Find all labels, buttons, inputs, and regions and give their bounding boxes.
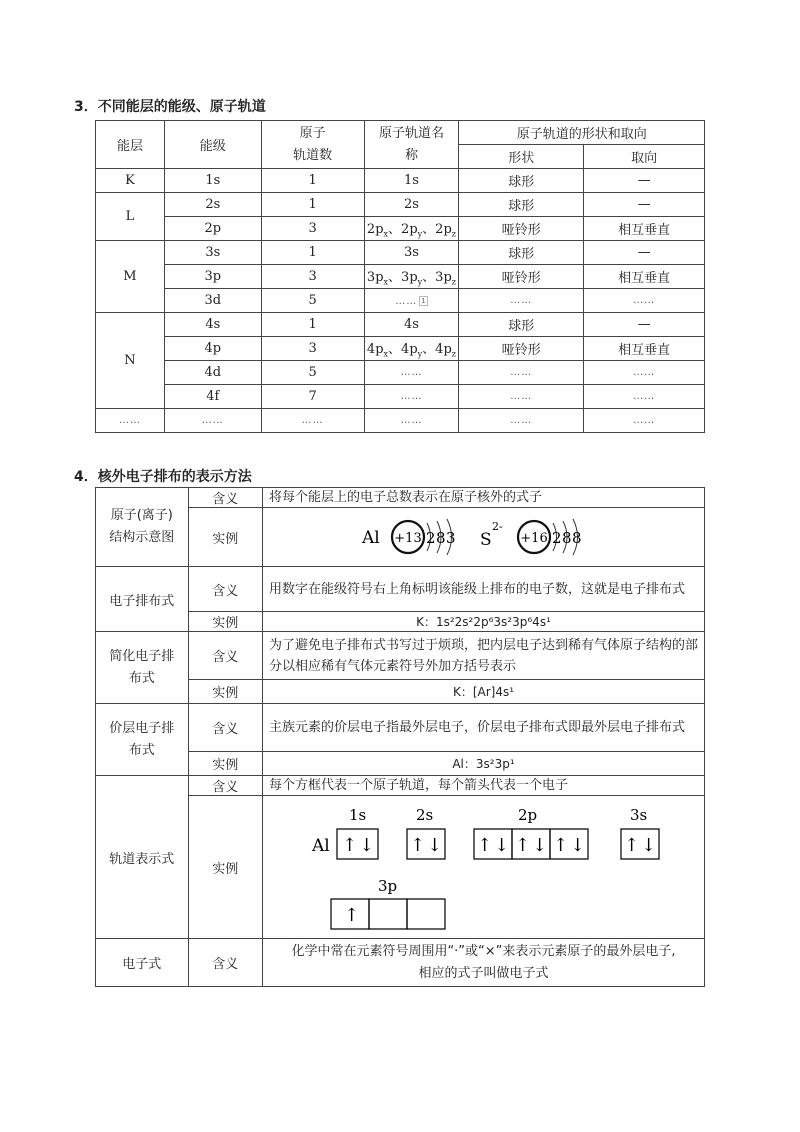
al-nucleus-charge: +13	[393, 531, 422, 546]
atom-structure-diagrams	[264, 508, 704, 562]
lewis-meaning-line-1: 化学中常在元素符号周围用“·”或“×”来表示元素原子的最外层电子,	[291, 943, 676, 959]
electron-up-arrow: ↑	[476, 835, 492, 856]
orbital-shape: 球形	[459, 241, 584, 265]
section-3-title: 3．不同能层的能级、原子轨道	[74, 99, 266, 115]
orbital-name: $2p_x$、$2p_y$、$2p_z$	[364, 217, 459, 241]
orbital-label-2p: 2p	[517, 806, 537, 824]
simplified-example: K：[Ar]4s¹	[263, 680, 705, 704]
orbital-orientation: —	[584, 241, 705, 265]
orbital-count: 5	[261, 289, 364, 313]
orbital-shape: ……	[459, 361, 584, 385]
orbital-count: ……	[261, 409, 364, 433]
electron-up-arrow: ↑	[552, 835, 568, 856]
orbital-name: $3p_x$、$3p_y$、$3p_z$	[364, 265, 459, 289]
al-shell-count: 3	[445, 529, 456, 547]
orbital-orientation: —	[584, 169, 705, 193]
header-shape-orientation: 原子轨道的形状和取向	[459, 121, 705, 145]
meaning-label: 含义	[188, 776, 262, 796]
level: 1s	[164, 169, 261, 193]
layer-more: ……	[96, 409, 165, 433]
orbital-name: 4s	[364, 313, 459, 337]
meaning-label: 含义	[188, 939, 262, 987]
valence-example: Al：3s²3p¹	[263, 752, 705, 776]
orbital-count: 1	[261, 241, 364, 265]
header-orbital-name: 原子轨道名 称	[364, 121, 459, 169]
s-shell-count: 8	[571, 529, 582, 547]
al-symbol: Al	[361, 528, 380, 548]
lewis-meaning-line-2: 相应的式子叫做电子式	[418, 965, 549, 981]
electron-down-arrow: ↓	[531, 835, 547, 856]
orbital-label-1s: 1s	[348, 806, 366, 824]
layer-n: N	[96, 313, 165, 409]
orbital-name: ……	[364, 409, 459, 433]
orbital-name: 2s	[364, 193, 459, 217]
orbital-label-3p: 3p	[377, 877, 397, 895]
structure-diagram-label: 原子(离子)结构示意图	[96, 488, 189, 567]
level: 4f	[164, 385, 261, 409]
orbital-shape: 哑铃形	[459, 217, 584, 241]
electron-down-arrow: ↓	[640, 835, 656, 856]
electron-down-arrow: ↓	[358, 835, 374, 856]
orbital-count: 1	[261, 313, 364, 337]
energy-levels-table	[95, 120, 705, 433]
level: 2s	[164, 193, 261, 217]
header-level: 能级	[164, 121, 261, 169]
example-label: 实例	[188, 612, 262, 632]
orbital-box-diagram	[264, 796, 704, 934]
layer-m: M	[96, 241, 165, 313]
layer-l: L	[96, 193, 165, 241]
structure-example	[263, 508, 705, 567]
simplified-label: 简化电子排布式	[96, 632, 189, 704]
orbital-shape: 哑铃形	[459, 337, 584, 361]
config-label: 电子排布式	[96, 567, 189, 632]
electron-up-arrow: ↑	[514, 835, 530, 856]
orbital-count: 3	[261, 265, 364, 289]
orbital-name: ……	[364, 385, 459, 409]
orbital-count: 3	[261, 217, 364, 241]
level: 3d	[164, 289, 261, 313]
orbital-orientation: —	[584, 193, 705, 217]
electron-up-arrow: ↑	[623, 835, 639, 856]
orbital-example	[263, 796, 705, 939]
valence-meaning: 主族元素的价层电子指最外层电子，价层电子排布式即最外层电子排布式	[263, 704, 705, 752]
al-shell-count: 8	[435, 529, 446, 547]
example-label: 实例	[188, 796, 262, 939]
config-example: K：1s²2s²2p⁶3s²3p⁶4s¹	[263, 612, 705, 632]
orbital-count: 1	[261, 193, 364, 217]
meaning-label: 含义	[188, 567, 262, 612]
orbital-name: ……	[395, 296, 418, 307]
orbital-orientation: —	[584, 313, 705, 337]
orbital-count: 3	[261, 337, 364, 361]
orbital-diagram-label: 轨道表示式	[96, 776, 189, 939]
electron-up-arrow: ↑	[343, 905, 359, 926]
orbital-shape: 球形	[459, 169, 584, 193]
orbital-orientation: 相互垂直	[584, 265, 705, 289]
orbital-orientation: 相互垂直	[584, 337, 705, 361]
meaning-label: 含义	[188, 704, 262, 752]
orbital-element-symbol: Al	[311, 836, 330, 856]
s-shell-count: 8	[561, 529, 572, 547]
header-orientation: 取向	[584, 145, 705, 169]
orbital-orientation: ……	[584, 409, 705, 433]
example-label: 实例	[188, 680, 262, 704]
s-symbol: S	[479, 530, 492, 550]
orbital-shape: ……	[459, 409, 584, 433]
orbital-shape: ……	[459, 385, 584, 409]
s-nucleus-charge: +16	[519, 531, 548, 546]
layer-k: K	[96, 169, 165, 193]
example-label: 实例	[188, 752, 262, 776]
orbital-name: $4p_x$、$4p_y$、$4p_z$	[364, 337, 459, 361]
electron-up-arrow: ↑	[341, 835, 357, 856]
orbital-orientation: ……	[584, 289, 705, 313]
electron-down-arrow: ↓	[493, 835, 509, 856]
orbital-count: 5	[261, 361, 364, 385]
orbital-label-2s: 2s	[415, 806, 433, 824]
orbital-box-3p	[407, 899, 445, 929]
orbital-orientation: 相互垂直	[584, 217, 705, 241]
orbital-name: ……	[364, 361, 459, 385]
section-4-title: 4．核外电子排布的表示方法	[74, 469, 252, 485]
meaning-label: 含义	[188, 632, 262, 680]
orbital-orientation: ……	[584, 385, 705, 409]
orbital-shape: 哑铃形	[459, 265, 584, 289]
header-shape: 形状	[459, 145, 584, 169]
electron-down-arrow: ↓	[569, 835, 585, 856]
header-layer: 能层	[96, 121, 165, 169]
header-orbital-count: 原子 轨道数	[261, 121, 364, 169]
orbital-box-3p	[369, 899, 407, 929]
electron-notation-table	[95, 487, 705, 987]
orbital-orientation: ……	[584, 361, 705, 385]
meaning-label: 含义	[188, 488, 262, 508]
orbital-name: 3s	[364, 241, 459, 265]
orbital-count: 1	[261, 169, 364, 193]
level: 2p	[164, 217, 261, 241]
level: ……	[164, 409, 261, 433]
orbital-label-3s: 3s	[629, 806, 647, 824]
structure-meaning: 将每个能层上的电子总数表示在原子核外的式子	[263, 488, 705, 508]
s-ion-charge: 2-	[491, 520, 503, 533]
simplified-meaning: 为了避免电子排布式书写过于烦琐，把内层电子达到稀有气体原子结构的部分以相应稀有气体元素符号外加方括号表示	[263, 632, 705, 680]
lewis-label: 电子式	[96, 939, 189, 987]
s-shell-count: 2	[551, 529, 562, 547]
valence-label: 价层电子排布式	[96, 704, 189, 776]
orbital-shape: 球形	[459, 193, 584, 217]
level: 4s	[164, 313, 261, 337]
orbital-shape: ……	[459, 289, 584, 313]
config-meaning: 用数字在能级符号右上角标明该能级上排布的电子数，这就是电子排布式	[263, 567, 705, 612]
orbital-shape: 球形	[459, 313, 584, 337]
electron-down-arrow: ↓	[426, 835, 442, 856]
orbital-name-cell	[364, 289, 459, 313]
orbital-count: 7	[261, 385, 364, 409]
level: 4d	[164, 361, 261, 385]
orbital-meaning: 每个方框代表一个原子轨道，每个箭头代表一个电子	[263, 776, 705, 796]
level: 3p	[164, 265, 261, 289]
al-shell-count: 2	[425, 529, 436, 547]
example-label: 实例	[188, 508, 262, 567]
lewis-meaning	[263, 939, 705, 987]
level: 3s	[164, 241, 261, 265]
orbital-name: 1s	[364, 169, 459, 193]
electron-up-arrow: ↑	[409, 835, 425, 856]
footnote-marker: 1	[421, 296, 426, 305]
level: 4p	[164, 337, 261, 361]
